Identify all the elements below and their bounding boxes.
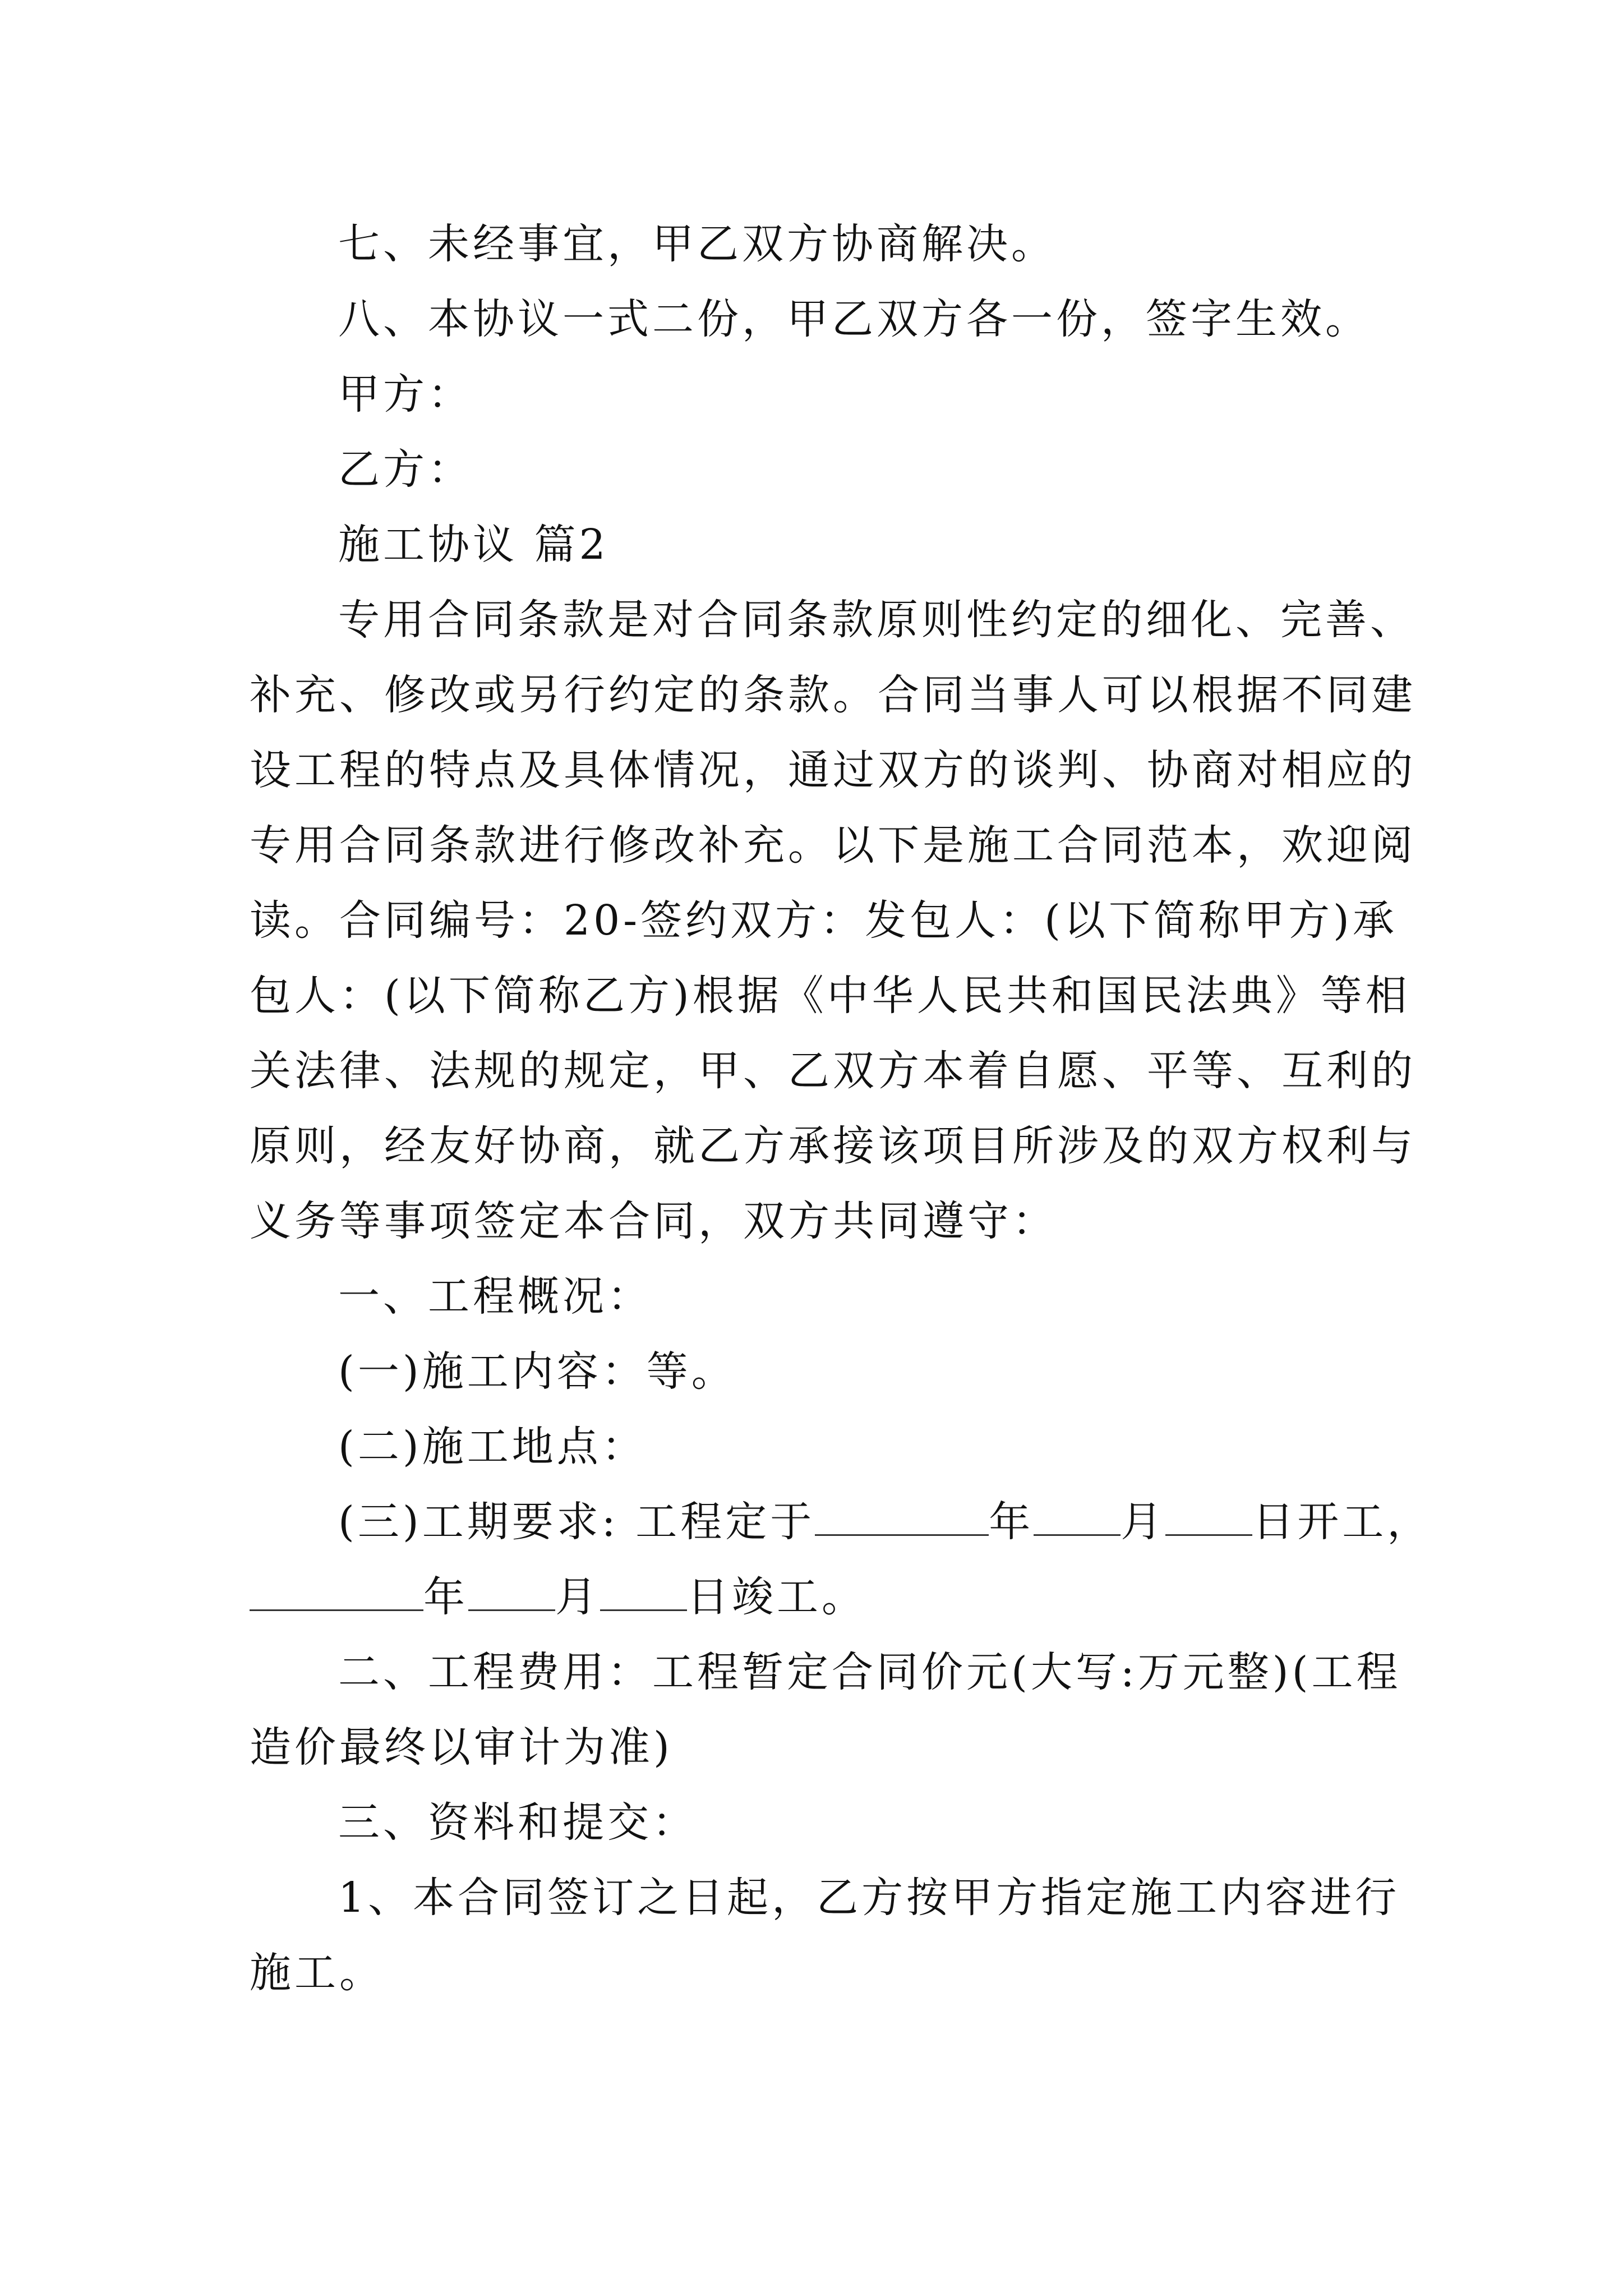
clause-3-heading: 三、资料和提交： (338, 1798, 697, 1847)
start-year-blank (815, 1501, 989, 1536)
schedule-start-line (338, 1491, 1432, 1553)
paragraph-line: 专用合同条款是对合同条款原则性约定的细化、完善、 (338, 596, 1415, 644)
schedule-prefix: (三)工期要求: 工程定于 (338, 1498, 815, 1546)
paragraph-line: 专用合同条款进行修改补充。以下是施工合同范本，欢迎阅 (250, 821, 1416, 869)
start-year-label: 年 (989, 1498, 1034, 1546)
start-month-blank (1034, 1501, 1121, 1536)
clause-3-item-1-cont: 施工。 (250, 1949, 384, 1997)
paragraph-line: 读。合同编号：20-签约双方：发包人：(以下简称甲方)承 (250, 896, 1398, 945)
clause-3-item-1: 1、本合同签订之日起，乙方按甲方指定施工内容进行 (338, 1874, 1400, 1922)
section-heading: 施工协议 篇2 (338, 521, 609, 569)
paragraph-line: 关法律、法规的规定，甲、乙双方本着自愿、平等、互利的 (250, 1047, 1416, 1095)
end-year-label: 年 (423, 1573, 468, 1621)
party-b-label: 乙方： (338, 445, 473, 494)
clause-2-cost: 二、工程费用：工程暂定合同价元(大写:万元整)(工程 (338, 1648, 1401, 1696)
start-month-label: 月 (1121, 1498, 1166, 1546)
paragraph-line: 包人：(以下简称乙方)根据《中华人民共和国民法典》等相 (250, 972, 1410, 1020)
end-day-blank (600, 1576, 687, 1611)
schedule-end-line (250, 1566, 866, 1628)
start-day-blank (1165, 1501, 1252, 1536)
party-a-label: 甲方： (338, 370, 473, 418)
paragraph-line: 设工程的特点及具体情况，通过双方的谈判、协商对相应的 (250, 746, 1416, 794)
construction-content: (一)施工内容：等。 (338, 1347, 736, 1396)
construction-location: (二)施工地点： (338, 1423, 647, 1471)
clause-7: 七、未经事宜，甲乙双方协商解决。 (338, 220, 1056, 268)
paragraph-line: 原则，经友好协商，就乙方承接该项目所涉及的双方权利与 (250, 1122, 1416, 1170)
end-month-label: 月 (555, 1573, 600, 1621)
end-year-blank (250, 1576, 423, 1611)
clause-8: 八、本协议一式二份，甲乙双方各一份，签字生效。 (338, 295, 1370, 343)
paragraph-line: 义务等事项签定本合同，双方共同遵守： (250, 1197, 1057, 1245)
end-day-label: 日竣工。 (687, 1573, 866, 1621)
paragraph-line: 补充、修改或另行约定的条款。合同当事人可以根据不同建 (250, 671, 1416, 719)
clause-2-cost-cont: 造价最终以审计为准) (250, 1723, 673, 1772)
end-month-blank (468, 1576, 555, 1611)
clause-1-heading: 一、工程概况： (338, 1272, 652, 1320)
start-day-label: 日开工， (1252, 1498, 1432, 1546)
